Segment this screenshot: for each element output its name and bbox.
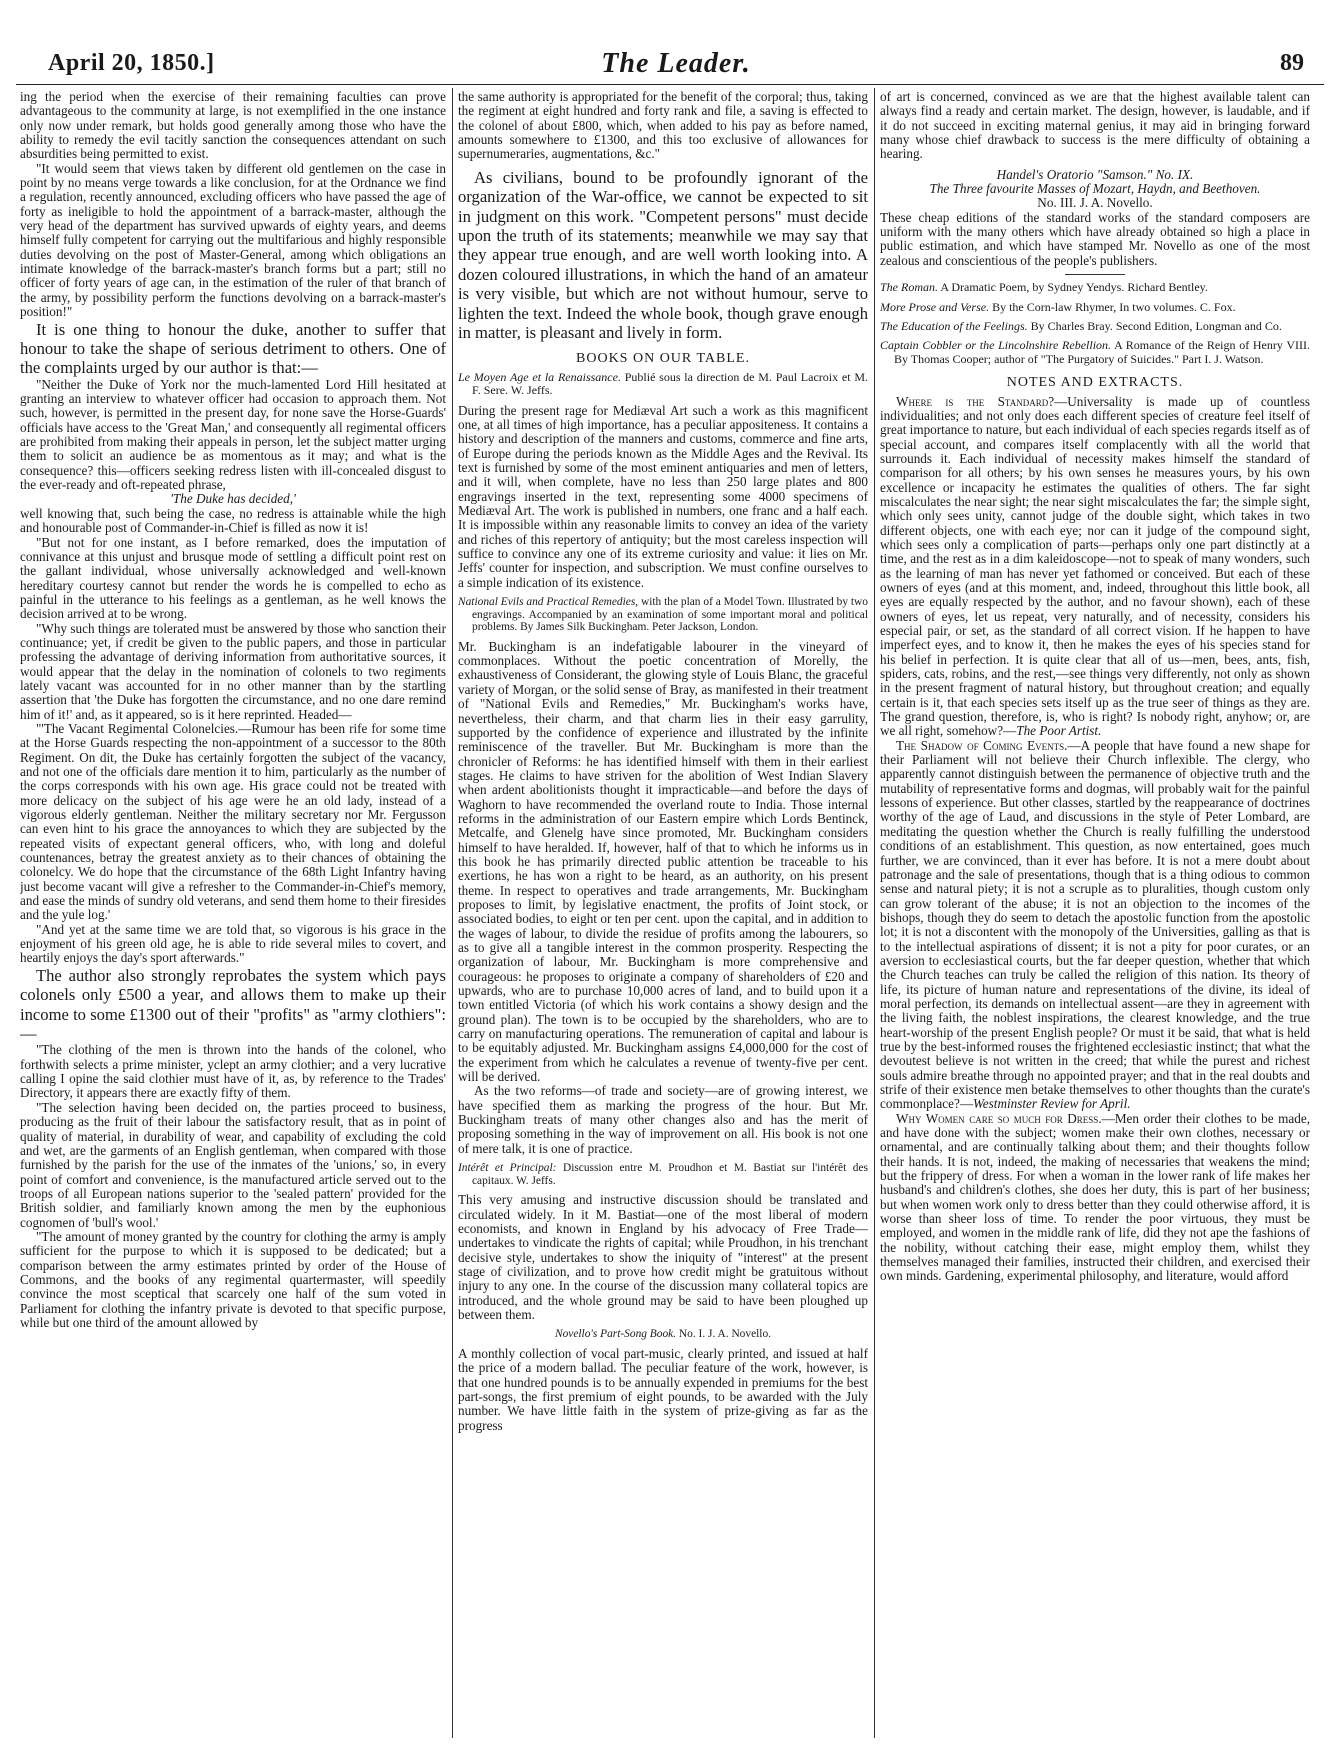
book-title: Captain Cobbler or the Lincolnshire Rebellion. — [880, 338, 1112, 353]
paragraph: "It would seem that views taken by different old gentlemen on the case in point by no means verge towards a like conclusion, for at the Ordnance we find a regulation, recently announced, excluding officers who have passed the age of forty as ineligible to hold the appointment of a barrack-master, although the very head of the department has survived upwards of eighty years, and deems himself fully competent for carrying out the multifarious and highly responsible duties devolving on the post of Master-General, among which obligations an intimate knowledge of the barrack-master's branch forms but a part; still no officer of forty years of age can, in the estimation of the ruler of that branch of the army, by possibility perform the functions devolving on a barrack-master's position!" — [20, 160, 446, 320]
book-title: More Prose and Verse. — [880, 299, 990, 314]
extract-source: The Poor Artist. — [1016, 723, 1102, 739]
review: Mr. Buckingham is an indefatigable labourer in the vineyard of commonplaces. Without the poetic concentration of Morelly, the exhaustiveness of Considerant, the glowing style of Louis Blanc, the graceful variety of Morgan, or the solid sense of Bray, as manifested in their treatment of "National Evils and Remedies," Mr. Buckingham's works have, nevertheless, their charm, and that charm lies in their easy garrulity, supported by the confidence of experience and illustrated by the infinite reminiscence of the traveller. But Mr. Buckingham is more than the chronicler of Reforms: he has identified himself with them in their earliest stages. He claims to have striven for the abolition of West Indian Slavery when ardent abolitionists thought it impracticable—and before the days of Waghorn to have recommended the overland route to India. Those internal reforms in the administration of our Eastern empire which Lords Bentinck, Metcalfe, and Glenelg have since promoted, Mr. Buckingham considers himself to have heralded. If, however, half of that to which he informs us in this book he has primarily directed public attention be traceable to his exertions, he has won a right to be heard, as an authority, on his present theme. In respect to operatives and trade arrangements, Mr. Buckingham proposes to limit, by legislative enactment, the profits of Joint stock, or associated bodies, to eight or ten per cent. upon the capital, and in addition to the wages of labour, to divide the residue of profits among the labourers, so as to give all a tangible interest in the common prosperity. Respecting the organization of labour, Mr. Buckingham is more comprehensive and courageous: he proposes to originate a company of shareholders of £20 and upwards, who are to purchase 10,000 acres of land, and to build upon it a town entitled Victoria (of which his work contains a showy design and the ground plan). The town is to be occupied by the shareholders, who are to carry on manufacturing operations. The remuneration of capital and labour is to be equitably adjusted. Mr. Buckingham assigns £4,000,000 for the cost of the experiment from which he calculates a revenue of twenty-five per cent. will be derived. — [458, 638, 868, 1085]
divider — [1065, 274, 1125, 275]
paragraph: "The clothing of the men is thrown into the hands of the colonel, who forthwith selects a prime minister, yclept an army clothier; and a very lucrative calling I opine the said clothier must have of it, as, by reference to the Trades' Directory, it appears there are exactly fifty of them. — [20, 1042, 446, 1101]
column-3 — [880, 90, 1310, 1735]
paragraph: well knowing that, such being the case, no redress is attainable while the high and honourable post of Commander-in-Chief is filled as now it is! — [20, 505, 446, 536]
column-divider — [452, 88, 453, 1738]
book-title: Intérêt et Principal: — [458, 1162, 557, 1175]
extract-text: —Men order their clothes to be made, and have done with the subject; women make their own clothes, necessary or ornamental, and are continually talking about them; and their thoughts follow their hands. It is not, indeed, the making of necessaries that weakens the mind; but the frippery of dress. For when a woman in the lower rank of life makes her husband's and children's clothes, she does her duty, this is part of her business; but when women work only to dress better than they could otherwise afford, it is worse than sheer loss of time. To render the poor virtuous, they must be employed, and women in the middle rank of life, did they not ape the fashions of the nobility, without catching their ease, might employ them, whilst they themselves managed their families, instructed their children, and exercised their own minds. Gardening, experimental philosophy, and literature, would afford — [880, 1110, 1310, 1284]
book-entry — [880, 301, 1310, 314]
review: As the two reforms—of trade and society—are of growing interest, we have specified them as marking the progress of the hour. But Mr. Buckingham treats of many other changes also and has the merit of proposing something in the way of improvement on all. His book is not one of mere talk, it is one of practice. — [458, 1083, 868, 1156]
book-entry — [880, 320, 1310, 333]
review: During the present rage for Mediæval Art such a work as this magnificent one, at all times of high importance, has a peculiar appositeness. It contains a history and description of the manners and customs, commerce and fine arts, of Europe during the periods known as the Middle Ages and the Revival. Its text is furnished by some of the most eminent antiquaries and men of letters, and it will, when complete, have no less than 250 large plates and 800 engravings inserted in the text, representing some 4000 specimens of Mediæval Art. The work is published in numbers, one franc and a half each. It is impossible within any reasonable limits to convey an idea of the variety and riches of this repertory of antiquity; but the most careless inspection will suffice to convince any one of its extreme curiosity and value: it lies on Mr. Jeffs' counter for inspection, and subscription. We must confine ourselves to a simple indication of its existence. — [458, 402, 868, 590]
extract-source: Westminster Review for April. — [973, 1096, 1131, 1112]
paragraph: ing the period when the exercise of their remaining faculties can prove advantageous to the community at large, is not exemplified in the one instance only now under remark, but holds good generally among those who have the ability to remedy the evil tacitly sanction the consequences attendant on such absurdities being permitted to exist. — [20, 90, 446, 162]
paragraph: "Why such things are tolerated must be answered by those who sanction their continuance; yet, if credit be given to the public papers, and those in particular professing the advantage of deriving information from authoritative sources, it would appear that the delay in the nomination of colonels to two regiments lately vacant was accounted for in no other manner than by the startling assertion that 'the Duke has forgotten the circumstance, and no one dare remind him of it!' and, as it appeared, so is it here reprinted. Headed— — [20, 620, 446, 722]
paragraph: "The selection having been decided on, the parties proceed to business, producing as the fruit of their labour the satisfactory result, that as in point of quality of material, in durability of wear, and capability of excluding the cold and wet, are the garments of an English gentleman, when compared with those furnished by the parish for the use of the inmates of the 'unions,' so, in every point of comfort and convenience, is the manufactured article served out to the troops of all European nations superior to the 'sealed pattern' provided for the British soldier, and familiarly known among the men by the euphonious cognomen of 'bull's wool.' — [20, 1099, 446, 1230]
book-entry — [458, 596, 868, 634]
book-details: Discussion entre M. Proudhon et M. Bastiat sur l'intérêt des capitaux. W. Jeffs. — [472, 1162, 868, 1187]
header-rule — [16, 84, 1324, 85]
book-entry — [458, 1328, 868, 1341]
masthead: The Leader. — [601, 48, 751, 79]
book-title: The Roman. — [880, 280, 938, 295]
book-entry — [458, 371, 868, 398]
book-details: Publié sous la direction de M. Paul Lacroix et M. F. Sere. W. Jeffs. — [472, 369, 868, 398]
extract — [880, 739, 1310, 1112]
book-title: Le Moyen Age et la Renaissance. — [458, 369, 621, 384]
quote: 'The Duke has decided,' — [170, 491, 296, 507]
book-entry — [458, 1162, 868, 1187]
page-number: 89 — [1280, 50, 1304, 76]
paragraph: It is one thing to honour the duke, another to suffer that honour to take the shape of serious detriment to others. One of the complaints urged by our author is that:— — [20, 319, 446, 378]
section-heading: NOTES AND EXTRACTS. — [1006, 375, 1184, 391]
paragraph: of art is concerned, convinced as we are that the highest available talent can always find a ready and certain market. The design, however, is laudable, and if it do not succeed in exciting maternal genius, it may aid in bringing forward many whose chief drawback to success is the mere difficulty of obtaining a hearing. — [880, 90, 1310, 162]
extract-text: —A people that have found a new shape for their Parliament will not believe their Church inflexible. The clergy, who apparently cannot distinguish between the permanence of objective truth and the mutability of representative forms and dogmas, will probably wait for the painful lessons of experience. But other classes, startled by the reappearance of doctrines worthy of the age of Laud, and discussions in the style of Peter Lombard, are meditating the question whether the Church is really fulfilling the understood conditions of an establishment. This question, as now entertained, goes much further, we are convinced, than it ever has before. It is not a mere doubt about patronage and the sale of presentations, though that is a thing odious to common sense and natural piety; it is not a scruple as to pluralities, though custom only can grow tolerant of the abuse; it is not an objection to the incomes of the bishops, though they do seem to detach the apostolic function from the apostolic lot; it is not a discontent with the monopoly of the Universities, galling as that is to the intellectual aspirations of dissent; it is not a pity for poor curates, or an aversion to ecclesiastical courts, but the far deeper question, whether that which the Church teaches can truly be called the religion of this nation. Its theory of life, its picture of human nature and representations of the divine, its ideal of moral perfection, its demands on intellectual assent—are they in agreement with the living faith, the noblest inspirations, the clearest knowledge, and the true heart-worship of the present English people? Or must it be said, that what is held true by the best-informed rouses the frightened ecclesiastic instinct; that what the devoutest believe is not written in the creed; that while the purest and richest souls admire breathe through no appointed prayer; and that in the real doubts and strife of their existence men betake themselves to other thoughts than the curate's commonplace?— — [880, 737, 1310, 1112]
column-2 — [458, 90, 868, 1735]
book-details: No. I. J. A. Novello. — [678, 1328, 771, 1341]
extract — [880, 395, 1310, 739]
review: This very amusing and instructive discussion should be translated and circulated widely. In it M. Bastiat—one of the most liberal of modern economists, and known in England by his advocacy of Free Trade—undertakes to vindicate the rights of capital; while Proudhon, in his trenchant decisive style, undertakes to show the iniquity of "interest" at the present stage of civilization, and to prove how credit might be gratuitous without injury to any one. In the course of the discussion many collateral topics are introduced, and the whole ground may be said to have been ploughed up between them. — [458, 1192, 868, 1323]
paragraph: "The amount of money granted by the country for clothing the army is amply sufficient for the purpose to which it is supposed to be dedicated; but a comparison between the army estimates printed by order of the House of Commons, and the books of any regimental quartermaster, will speedily convince the most sceptical that scarcely one half of the sum voted in Parliament for clothing the infantry private is devoted to that specific purpose, while but one third of the amount allowed by — [20, 1228, 446, 1330]
book-entry — [880, 339, 1310, 366]
section-heading: BOOKS ON OUR TABLE. — [576, 351, 750, 367]
page-header — [48, 48, 1304, 82]
paragraph: "'The Vacant Regimental Colonelcies.—Rumour has been rife for some time at the Horse Guards respecting the non-appointment of a successor to the 80th Regiment. On dit, the Duke has certainly forgotten the subject of the vacancy, and not one of the officials dare mention it to him, particularly as the number of the corps corresponds with his own age. His grace could not be treated with more delicacy on the subject of his age were he an old lady, instead of a vigorous elderly gentleman. Neither the military secretary nor Mr. Fergusson can even hint to his grace the annoyances to which they are subjected by the repeated visits of expectant general officers, who, with long and doleful countenances, betray the greatest anxiety as to their chances of obtaining the colonelcy. We do hope that the circumstance of the 68th Light Infantry having just become vacant will give a refresher to the Commander-in-Chief's memory, and ease the minds of sundry old veterans, and send them home to their firesides and the yule log.' — [20, 720, 446, 923]
extract-lead: The Shadow of Coming Events. — [896, 737, 1068, 753]
book-title: The Three favourite Masses of Mozart, Haydn, and Beethoven. — [929, 181, 1261, 197]
book-details: A Romance of the Reign of Henry VIII. By Thomas Cooper; author of "The Purgatory of Suicides." Part I. J. Watson. — [894, 338, 1310, 366]
review: These cheap editions of the standard works of the standard composers are uniform with the many others which have already obtained so high a place in public estimation, and which have stamped Mr. Novello as one of the most zealous and conscientious of the people's publishers. — [880, 209, 1310, 268]
book-title: National Evils and Practical Remedies, — [458, 596, 639, 608]
review: A monthly collection of vocal part-music, clearly printed, and issued at half the price of a modern ballad. The peculiar feature of the work, however, is that one hundred pounds is to be annually expended in premiums for the best part-songs, the first premium of eight pounds, to be awarded with the July number. We have little faith in the system of prize-giving as far as the progress — [458, 1346, 868, 1433]
book-details: with the plan of a Model Town. Illustrated by two engravings. Accompanied by an examination of some important moral and political problems. By James Silk Buckingham. Peter Jackson, London. — [472, 596, 868, 634]
book-title: Handel's Oratorio "Samson." No. IX. — [996, 166, 1194, 182]
extract-text: —Universality is made up of countless individualities; and not only does each different species of creature feel itself of great importance to nature, but each individual of each species regards itself as of special account, and compares itself complacently with all the world that surrounds it. Each individual of necessity makes himself the standard of comparison for all others; by his own senses he measures yours, by his own excellence or incapacity he estimates the qualities of others. The far sight miscalculates the near sight; the near sight miscalculates the far; the simple sight, which only sees unity, cannot judge of the double sight, which takes in two different objects, one with each eye; nor can it judge of the compound sight, which sees only a complication of parts—perhaps only one part distinctly at a time, and the rest as in a dim kaleidoscope—not to speak of many wonders, such as the learning of man has never yet fathomed or conceived. But each of these owners of eyes (and at this moment, and, indeed, throughout this little book, all eyes are equally respected by the author, and no favour shown), each of these owners of eyes, let us repeat, very naturally, and of necessity, considers his especial pair, or set, as the standard of all correct vision. If he happen to have imperfect eyes, and to know it, then he makes the eyes of his species stand for his belief in perfection. It is quite clear that all of us—men, bees, ants, fish, spiders, cats, robins, and the rest,—see things very differently, not only as shown in the present fragment of natural history, but throughout creation; and equally certain is it, that each species sets itself up as the true seer of things as they are. The grand question, therefore, is, who is right? Is nobody right, anyhow; or, are we all right, somehow?— — [880, 393, 1310, 739]
book-entry — [880, 281, 1310, 294]
book-title: The Education of the Feelings. — [880, 318, 1028, 333]
extract-lead: Where is the Standard? — [896, 393, 1055, 409]
issue-date: April 20, 1850.] — [48, 50, 215, 76]
extract — [880, 1112, 1310, 1284]
book-details: By the Corn-law Rhymer, In two volumes. C. Fox. — [992, 299, 1236, 314]
paragraph: As civilians, bound to be profoundly ignorant of the organization of the War-office, we cannot be expected to sit in judgment on this work. "Competent persons" must decide upon the truth of its statements; meanwhile we may say that they appear true enough, and are well worth looking into. A dozen coloured illustrations, in which the hand of an amateur is very visible, but which are not without humour, serve to lighten the text. Indeed the whole book, though grave enough in matter, is pleasant and lively in form. — [458, 167, 868, 342]
book-details: A Dramatic Poem, by Sydney Yendys. Richard Bentley. — [940, 280, 1208, 295]
book-details: By Charles Bray. Second Edition, Longman and Co. — [1030, 318, 1282, 333]
column-divider — [874, 88, 875, 1738]
book-title: Novello's Part-Song Book. — [554, 1328, 677, 1341]
paragraph: "But not for one instant, as I before remarked, does the imputation of connivance at this unjust and brusque mode of settling a difficult point rest on the gallant individual, whose universally acknowledged and well-known hereditary courtesy cannot but render the words he is compelled to echo as painful in the utterance to his feelings as a gentleman, as he well knows the decision arrived at to be wrong. — [20, 534, 446, 622]
book-details: No. III. J. A. Novello. — [1037, 195, 1153, 211]
paragraph: The author also strongly reprobates the system which pays colonels only £500 a year, and allows them to make up their income to some £1300 out of their "profits" as "army clothiers":— — [20, 965, 446, 1044]
paragraph: "Neither the Duke of York nor the much-lamented Lord Hill hesitated at granting an interview to whatever officer had occasion to approach them. Not such, however, is permitted in the present day, for none save the Horse-Guards' officials have access to the 'Great Man,' and consequently all regimental officers are prohibited from making their appeals in person, let the subject matter urging them to solicit an audience be as momentous as it may; and what is the consequence? this—officers seeking redress listen with ill-concealed disgust to the ever-ready and oft-repeated phrase, — [20, 376, 446, 493]
paragraph: "And yet at the same time we are told that, so vigorous is his grace in the enjoyment of his green old age, he is able to ride several miles to covert, and heartily enjoys the day's sport afterwards." — [20, 921, 446, 966]
column-1 — [20, 90, 446, 1735]
extract-lead: Why Women care so much for Dress. — [896, 1110, 1102, 1126]
paragraph: the same authority is appropriated for the benefit of the corporal; thus, taking the regiment at eight hundred and forty rank and file, a saving is effected to the colonel of about £800, which, when added to his pay as before named, amounts somewhere to £1300, and this too exclusive of allowances for supernumeraries, augmentations, &c." — [458, 90, 868, 162]
